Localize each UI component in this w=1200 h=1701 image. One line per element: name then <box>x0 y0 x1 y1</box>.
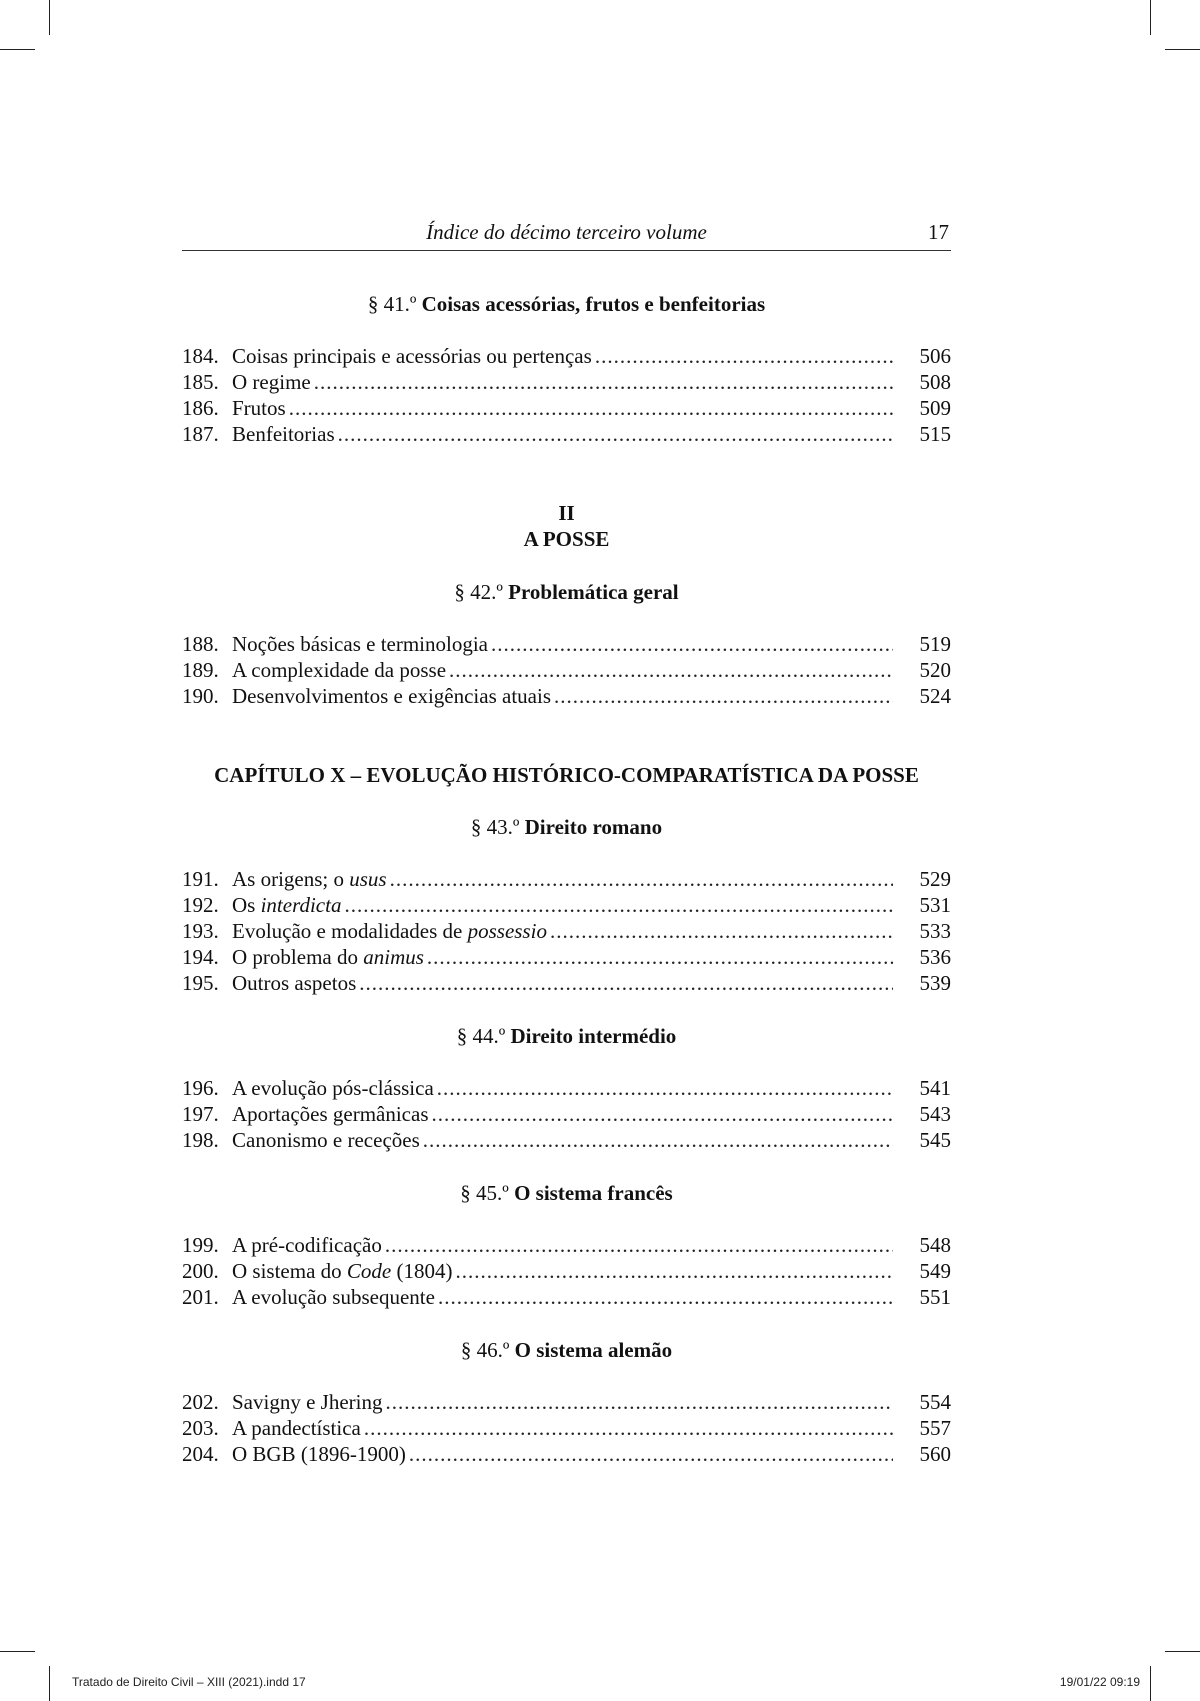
crop-mark <box>1150 0 1151 35</box>
toc-entry <box>182 369 951 395</box>
toc-entry-text: Savigny e Jhering <box>232 1390 383 1414</box>
dot-leader <box>432 1101 894 1127</box>
toc-entry-number: 190. <box>182 684 219 708</box>
toc-entry-number: 192. <box>182 893 219 917</box>
toc-entry-page: 531 <box>919 893 951 917</box>
toc-entry-title <box>232 369 311 395</box>
toc-list <box>182 1232 951 1310</box>
toc-entry <box>182 866 951 892</box>
toc-entry-page: 560 <box>919 1442 951 1466</box>
toc-entry <box>182 1127 951 1153</box>
part-numeral: II <box>558 501 575 525</box>
dot-leader <box>595 343 893 369</box>
toc-entry-page: 515 <box>919 422 951 446</box>
toc-entry-text: A evolução pós-clássica <box>232 1076 434 1100</box>
toc-entry-page: 529 <box>919 867 951 891</box>
toc-entry-title <box>232 944 424 970</box>
dot-leader <box>423 1127 893 1153</box>
toc-entry <box>182 631 951 657</box>
toc-entry-number: 197. <box>182 1102 219 1126</box>
toc-entry-text: Desenvolvimentos e exigências atuais <box>232 684 551 708</box>
toc-entry-number: 186. <box>182 396 219 420</box>
toc-list <box>182 343 951 447</box>
toc-entry-title <box>232 631 488 657</box>
toc-entry-text: Noções básicas e terminologia <box>232 632 488 656</box>
toc-entry-text: A pandectística <box>232 1416 361 1440</box>
section-number: § 46.º <box>460 1338 510 1362</box>
toc-entry <box>182 1389 951 1415</box>
toc-entry-number: 188. <box>182 632 219 656</box>
toc-entry-number: 202. <box>182 1390 219 1414</box>
toc-entry <box>182 1232 951 1258</box>
dot-leader <box>289 395 893 421</box>
toc-entry <box>182 343 951 369</box>
crop-mark <box>1165 1651 1200 1652</box>
dot-leader <box>438 1284 893 1310</box>
toc-entry-page: 554 <box>919 1390 951 1414</box>
running-head <box>182 218 951 251</box>
toc-entry-page: 539 <box>919 971 951 995</box>
section-number: § 45.º <box>460 1181 509 1205</box>
toc-entry <box>182 918 951 944</box>
dot-leader <box>390 866 893 892</box>
toc-entry-title <box>232 892 341 918</box>
toc-entry-number: 199. <box>182 1233 219 1257</box>
toc-entry-italic-term: Code <box>346 1259 392 1283</box>
toc-entry <box>182 421 951 447</box>
part-title: A POSSE <box>523 527 610 551</box>
section-title: O sistema alemão <box>514 1338 673 1362</box>
toc-list <box>182 866 951 996</box>
chapter-heading: CAPÍTULO X – EVOLUÇÃO HISTÓRICO-COMPARATÍSTICA DA POSSE <box>214 763 919 787</box>
dot-leader <box>437 1075 893 1101</box>
section-title: Problemática geral <box>508 580 679 604</box>
toc-entry <box>182 1101 951 1127</box>
toc-entry-title <box>232 1258 452 1284</box>
dot-leader <box>344 892 893 918</box>
toc-entry-number: 194. <box>182 945 219 969</box>
toc-entry-page: 533 <box>919 919 951 943</box>
toc-entry-number: 195. <box>182 971 219 995</box>
toc-entry-number: 200. <box>182 1259 219 1283</box>
dot-leader <box>449 657 893 683</box>
crop-mark <box>1150 1666 1151 1701</box>
toc-entry-italic-term: usus <box>349 867 387 891</box>
toc-entry-number: 185. <box>182 370 219 394</box>
dot-leader <box>314 369 893 395</box>
dot-leader <box>550 918 893 944</box>
toc-entry-title <box>232 1232 382 1258</box>
section-title: O sistema francês <box>514 1181 673 1205</box>
toc-entry-title <box>232 1127 420 1153</box>
dot-leader <box>364 1415 893 1441</box>
toc-entry <box>182 892 951 918</box>
toc-entry-page: 541 <box>919 1076 951 1100</box>
toc-entry-text: As origens; o <box>232 867 344 891</box>
toc-entry-title <box>232 918 547 944</box>
toc-entry <box>182 970 951 996</box>
section-number: § 44.º <box>456 1024 506 1048</box>
section-heading <box>182 1023 951 1049</box>
toc-entry-text: Evolução e modalidades de <box>232 919 463 943</box>
toc-entry-title <box>232 683 551 709</box>
toc-entry <box>182 1284 951 1310</box>
dot-leader <box>338 421 893 447</box>
running-head-title: Índice do décimo terceiro volume <box>426 220 707 244</box>
toc-entry-page: 520 <box>919 658 951 682</box>
crop-mark <box>1165 49 1200 50</box>
toc-entry-page: 509 <box>919 396 951 420</box>
section-title: Direito romano <box>524 815 663 839</box>
dot-leader <box>491 631 893 657</box>
crop-mark <box>49 1666 50 1701</box>
toc-entry-page: 557 <box>919 1416 951 1440</box>
toc-entry <box>182 1258 951 1284</box>
slug-datetime: 19/01/22 09:19 <box>1059 1675 1140 1689</box>
toc-entry-text: Canonismo e receções <box>232 1128 420 1152</box>
dot-leader <box>359 970 893 996</box>
toc-entry <box>182 1415 951 1441</box>
toc-entry-text: Outros aspetos <box>232 971 357 995</box>
toc-entry-number: 201. <box>182 1285 219 1309</box>
toc-entry-page: 551 <box>919 1285 951 1309</box>
toc-entry-text: O problema do <box>232 945 358 969</box>
toc-entry-title <box>232 657 446 683</box>
toc-entry-suffix: (1804) <box>396 1259 453 1283</box>
toc-entry <box>182 395 951 421</box>
toc-entry <box>182 1441 951 1467</box>
toc-entry <box>182 944 951 970</box>
toc-entry-text: O BGB (1896-1900) <box>232 1442 406 1466</box>
toc-entry-page: 508 <box>919 370 951 394</box>
toc-entry-number: 204. <box>182 1442 219 1466</box>
section-heading <box>182 291 951 317</box>
toc-list <box>182 1389 951 1467</box>
toc-entry <box>182 1075 951 1101</box>
crop-mark <box>49 0 50 35</box>
toc-entry-number: 203. <box>182 1416 219 1440</box>
toc-entry-title <box>232 1389 382 1415</box>
section-heading <box>182 814 951 840</box>
section-title: Coisas acessórias, frutos e benfeitorias <box>421 292 766 316</box>
toc-list <box>182 631 951 709</box>
crop-mark <box>0 49 35 50</box>
toc-entry-page: 548 <box>919 1233 951 1257</box>
toc-entry-text: O sistema do <box>232 1259 342 1283</box>
dot-leader <box>385 1232 893 1258</box>
crop-mark <box>0 1651 35 1652</box>
toc-entry-page: 543 <box>919 1102 951 1126</box>
toc-entry-page: 549 <box>919 1259 951 1283</box>
toc-entry-page: 536 <box>919 945 951 969</box>
part-heading <box>182 500 951 552</box>
toc-entry-number: 189. <box>182 658 219 682</box>
toc-entry-number: 187. <box>182 422 219 446</box>
toc-entry-title <box>232 395 286 421</box>
dot-leader <box>455 1258 893 1284</box>
toc-entry-number: 198. <box>182 1128 219 1152</box>
toc-entry-text: Coisas principais e acessórias ou pertenças <box>232 344 592 368</box>
dot-leader <box>385 1389 893 1415</box>
page-number: 17 <box>928 220 949 244</box>
section-number: § 42.º <box>454 580 503 604</box>
toc-entry-page: 524 <box>919 684 951 708</box>
dot-leader <box>409 1441 893 1467</box>
toc-entry-text: A complexidade da posse <box>232 658 447 682</box>
toc-entry-italic-term: possessio <box>467 919 547 943</box>
toc-entry-page: 545 <box>919 1128 951 1152</box>
toc-entry-number: 196. <box>182 1076 219 1100</box>
section-number: § 43.º <box>470 815 520 839</box>
toc-list <box>182 1075 951 1153</box>
slug-file: Tratado de Direito Civil – XIII (2021).indd 17 <box>72 1675 306 1689</box>
section-heading <box>182 579 951 605</box>
dot-leader <box>554 683 893 709</box>
toc-entry-title <box>232 866 387 892</box>
toc-entry-italic-term: interdicta <box>260 893 342 917</box>
section-number: § 41.º <box>367 292 417 316</box>
toc-entry-text: A evolução subsequente <box>232 1285 435 1309</box>
toc-entry-title <box>232 1075 434 1101</box>
toc-entry <box>182 683 951 709</box>
toc-entry-text: O regime <box>232 370 311 394</box>
toc-entry <box>182 657 951 683</box>
toc-entry-title <box>232 421 335 447</box>
section-heading <box>182 1180 951 1206</box>
toc-entry-text: A pré-codificação <box>232 1233 382 1257</box>
toc-entry-italic-term: animus <box>363 945 424 969</box>
toc-entry-title <box>232 1415 361 1441</box>
toc-entry-title <box>232 1284 435 1310</box>
section-title: Direito intermédio <box>510 1024 677 1048</box>
section-heading <box>182 1337 951 1363</box>
toc-entry-page: 519 <box>919 632 951 656</box>
toc-entry-title <box>232 1101 429 1127</box>
toc-entry-title <box>232 1441 406 1467</box>
toc-entry-number: 184. <box>182 344 219 368</box>
toc-entry-title <box>232 343 592 369</box>
toc-entry-page: 506 <box>919 344 951 368</box>
toc-entry-text: Aportações germânicas <box>232 1102 429 1126</box>
toc-entry-number: 193. <box>182 919 219 943</box>
toc-entry-text: Benfeitorias <box>232 422 335 446</box>
toc-entry-text: Os <box>232 893 256 917</box>
dot-leader <box>427 944 893 970</box>
toc-entry-title <box>232 970 356 996</box>
toc-entry-number: 191. <box>182 867 219 891</box>
toc-entry-text: Frutos <box>232 396 286 420</box>
